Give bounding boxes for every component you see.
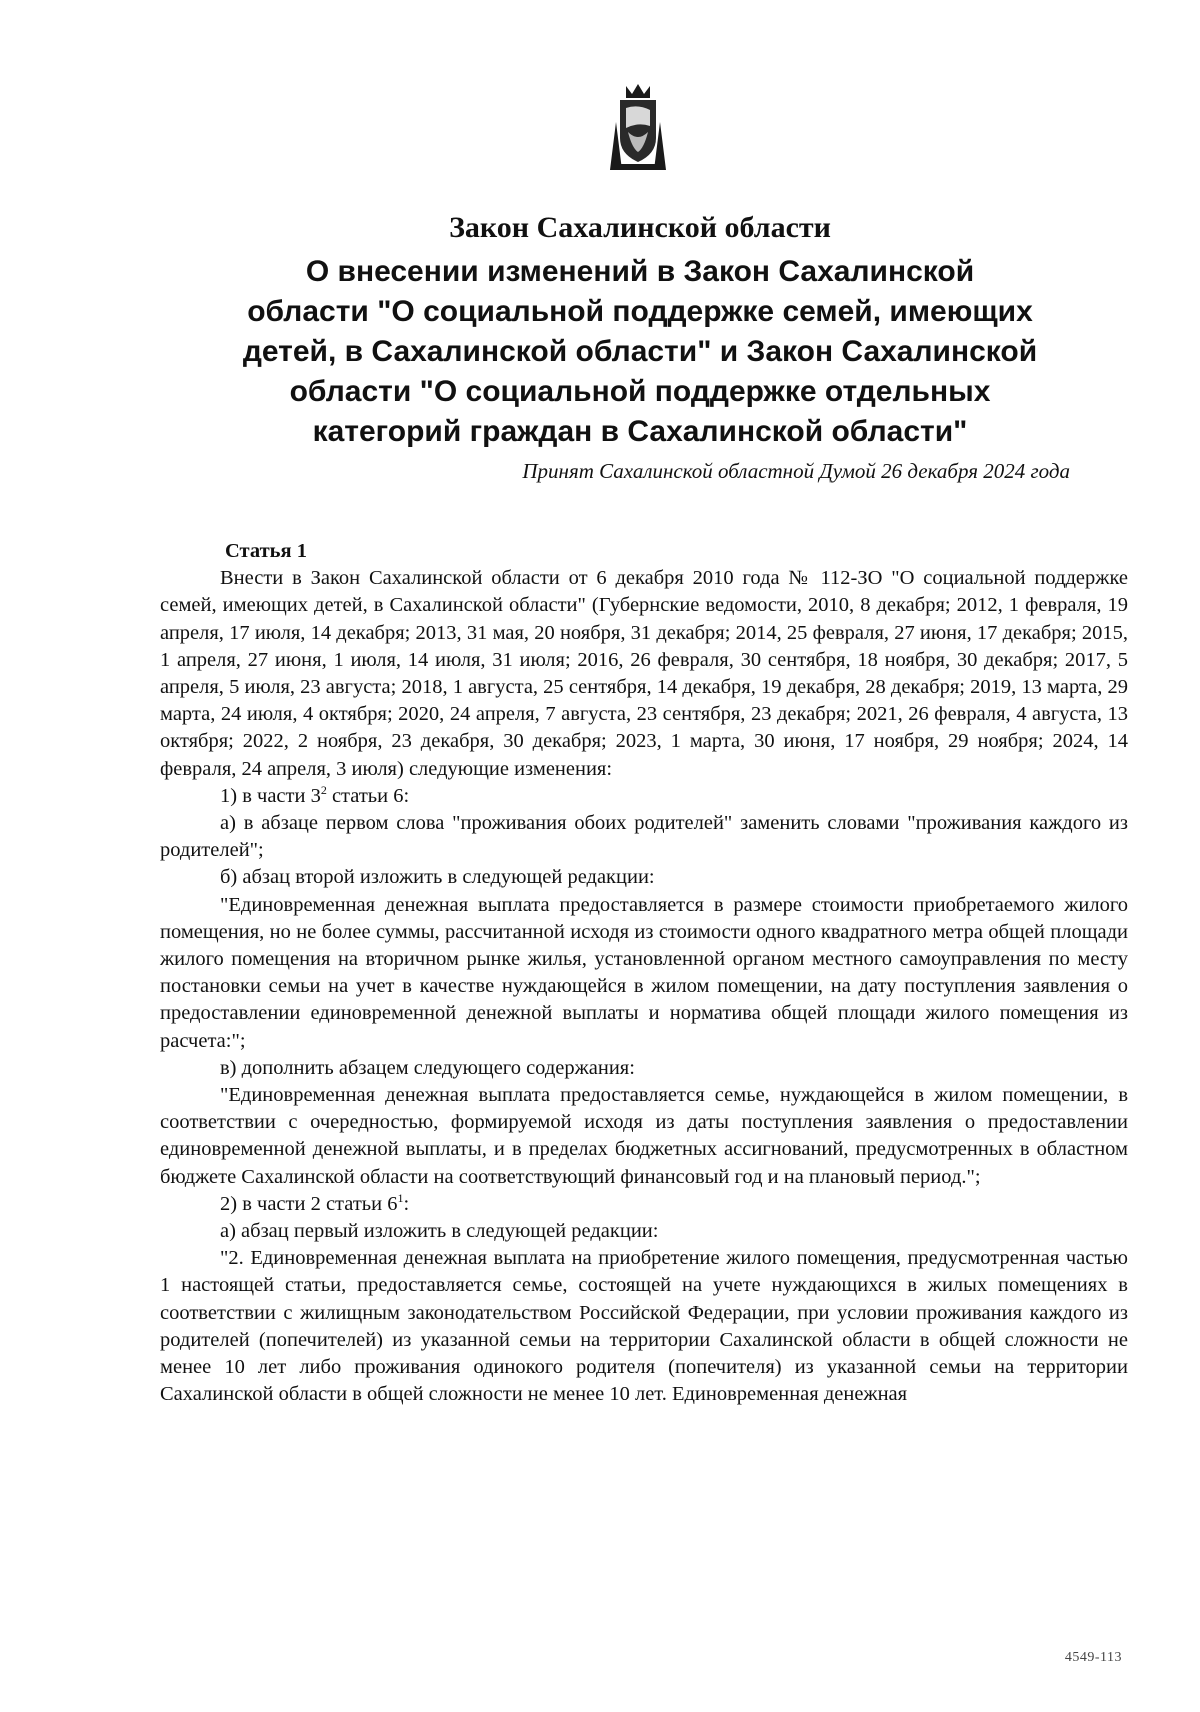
item-1-superscript: 2 <box>320 783 327 797</box>
item-1c: в) дополнить абзацем следующего содержания: <box>220 1056 635 1079</box>
document-number: 4549-113 <box>1064 1650 1122 1665</box>
item-1b-quote: "Единовременная денежная выплата предоставляется в размере стоимости приобретаемого жилого помещения, но не более суммы, рассчитанной исходя из стоимости одного квадратного метра общей площади жилого помещения на вторичном рынке жилья, установленной органом местного самоуправления по месту постановки семьи на учет в качестве нуждающейся в жилом помещении, на дату поступления заявления о предоставлении единовременной денежной выплаты и норматива общей площади жилого помещения из расчета:"; <box>160 893 1128 1052</box>
law-subtitle-line-5: категорий граждан в Сахалинской области" <box>312 415 968 448</box>
article-heading: Статья 1 <box>225 540 307 562</box>
item-2-superscript: 1 <box>397 1191 404 1206</box>
item-1a: а) в абзаце первом слова "проживания обоих родителей" заменить словами "проживания каждого из родителей"; <box>160 812 1128 862</box>
article-intro: Внести в Закон Сахалинской области от 6 декабря 2010 года № 112-ЗО "О социальной поддержке семей, имеющих детей, в Сахалинской области" (Губернские ведомости, 2010, 8 декабря; 2012, 1 февраля, 19 апреля, 17 июля, 14 декабря; 2013, 31 мая, 20 ноября, 31 декабря; 2014, 25 февраля, 27 июня, 17 декабря; 2015, 1 апреля, 27 июня, 1 июля, 14 июля, 31 июля; 2016, 26 февраля, 30 сентября, 18 ноября, 30 декабря; 2017, 5 апреля, 5 июля, 23 августа; 2018, 1 августа, 25 сентября, 14 декабря, 19 декабря, 28 декабря; 2019, 13 марта, 29 марта, 24 июля, 4 октября; 2020, 24 апреля, 7 августа, 23 сентября, 23 декабря; 2021, 26 февраля, 4 августа, 13 октября; 2022, 2 ноября, 23 декабря, 30 декабря; 2023, 1 марта, 30 июня, 17 ноября, 29 ноября; 2024, 14 февраля, 24 апреля, 3 июля) следующие изменения: <box>160 567 1128 780</box>
item-1 <box>160 783 1128 810</box>
item-1-suffix: статьи 6: <box>326 784 410 807</box>
law-subtitle-line-4: области "О социальной поддержке отдельных <box>289 375 991 408</box>
item-2-suffix: : <box>403 1192 410 1215</box>
law-subtitle-line-1: О внесении изменений в Закон Сахалинской <box>305 255 975 288</box>
item-1-prefix: 1) в части 3 <box>220 784 321 807</box>
law-title-block <box>190 210 1090 452</box>
law-subtitle-line-2: области "О социальной поддержке семей, имеющих <box>247 295 1033 328</box>
item-1c-quote: "Единовременная денежная выплата предоставляется семье, нуждающейся в жилом помещении, в соответствии с очередностью, формируемой исходя из даты поступления заявления о предоставлении единовременной денежной выплаты, и в пределах бюджетных ассигнований, предусмотренных в областном бюджете Сахалинской области на соответствующий финансовый год и на плановый период."; <box>160 1084 1128 1188</box>
item-2 <box>160 1191 1128 1218</box>
sakhalin-coat-of-arms-icon <box>606 82 670 174</box>
item-1b: б) абзац второй изложить в следующей редакции: <box>220 866 655 889</box>
item-2a-quote: "2. Единовременная денежная выплата на приобретение жилого помещения, предусмотренная частью 1 настоящей статьи, предоставляется семье, состоящей на учете нуждающихся в жилых помещениях в соответствии с жилищным законодательством Российской Федерации, при условии проживания каждого из родителей (попечителей) из указанной семьи на территории Сахалинской области в общей сложности не менее 10 лет либо проживания одинокого родителя (попечителя) из указанной семьи на территории Сахалинской области в общей сложности не менее 10 лет. Единовременная денежная <box>160 1247 1128 1406</box>
article-body <box>160 538 1128 1409</box>
item-2a: а) абзац первый изложить в следующей редакции: <box>220 1220 659 1243</box>
item-2-prefix: 2) в части 2 статьи 6 <box>220 1192 398 1215</box>
adoption-note: Принят Сахалинской областной Думой 26 декабря 2024 года <box>522 459 1070 483</box>
law-subtitle-line-3: детей, в Сахалинской области" и Закон Сахалинской <box>242 335 1038 368</box>
law-title: Закон Сахалинской области <box>449 211 831 244</box>
